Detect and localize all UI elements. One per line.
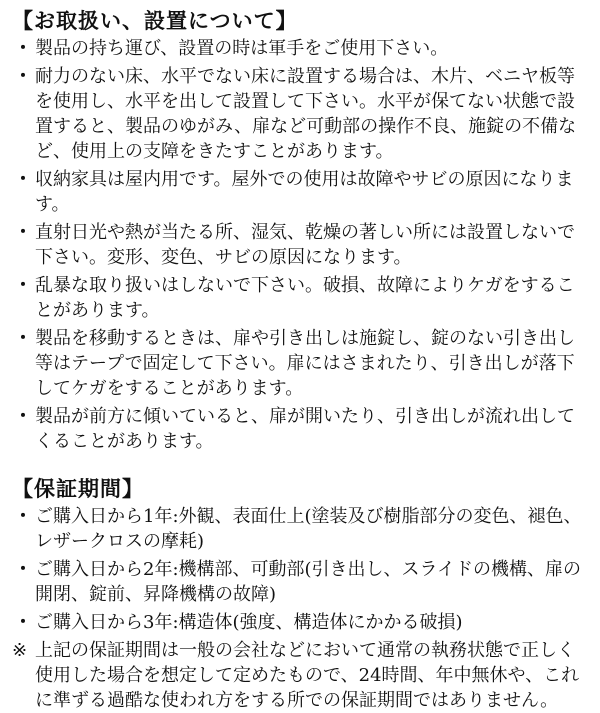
bullet: ・ (14, 38, 32, 59)
item-text: 乱暴な取り扱いはしないで下さい。破損、故障によりケガをすることがあります。 (35, 275, 575, 321)
item-text: ご購入日から1年:外観、表面仕上(塗装及び樹脂部分の変色、褪色、レザークロスの摩耗) (35, 506, 582, 552)
item-text: 製品の持ち運び、設置の時は軍手をご使用下さい。 (35, 38, 449, 59)
list-item (0, 220, 600, 270)
list-item (0, 64, 600, 164)
bullet: ・ (14, 222, 32, 243)
bullet: ・ (14, 66, 32, 87)
item-text: 収納家具は屋内用です。屋外での使用は故障やサビの原因になります。 (35, 169, 574, 215)
handling-section (0, 6, 600, 454)
list-item (0, 610, 600, 635)
bullet: ・ (14, 612, 32, 633)
item-text: ご購入日から3年:構造体(強度、構造体にかかる破損) (35, 612, 463, 633)
list-item (0, 326, 600, 401)
note-text: 上記の保証期間は一般の会社などにおいて通常の執務状態で正しく使用した場合を想定して定めたもので、24時間、年中無休や、これに準ずる過酷な使われ方をする所での保証期間ではありません。 (35, 640, 580, 711)
bullet: ・ (14, 506, 32, 527)
bullet: ・ (14, 406, 32, 427)
bullet: ・ (14, 328, 32, 349)
list-item (0, 504, 600, 554)
handling-list (0, 36, 600, 454)
bullet: ・ (14, 169, 32, 190)
item-text: 耐力のない床、水平でない床に設置する場合は、木片、ベニヤ板等を使用し、水平を出して設置して下さい。水平が保てない状態で設置すると、製品のゆがみ、扉など可動部の操作不良、施錠の不備など、使用上の支障をきたすことがあります。 (35, 66, 577, 162)
item-text: ご購入日から2年:機構部、可動部(引き出し、スライドの機構、扉の開閉、錠前、昇降機構の故障) (35, 559, 581, 605)
note-mark: ※ (12, 640, 28, 661)
handling-heading: 【お取扱い、設置について】 (12, 8, 298, 33)
warranty-list (0, 504, 600, 635)
item-text: 製品を移動するときは、扉や引き出しは施錠し、錠のない引き出し等はテープで固定して下さい。扉にはさまれたり、引き出しが落下してケガをすることがあります。 (35, 328, 575, 399)
bullet: ・ (14, 275, 32, 296)
item-text: 製品が前方に傾いていると、扉が開いたり、引き出しが流れ出してくることがあります。 (35, 406, 575, 452)
list-item (0, 404, 600, 454)
warranty-note (0, 638, 600, 713)
bullet: ・ (14, 559, 32, 580)
item-text: 直射日光や熱が当たる所、湿気、乾燥の著しい所には設置しないで下さい。変形、変色、サビの原因になります。 (35, 222, 575, 268)
warranty-section (0, 474, 600, 713)
list-item (0, 167, 600, 217)
list-item (0, 273, 600, 323)
warranty-heading: 【保証期間】 (12, 476, 144, 501)
list-item (0, 557, 600, 607)
list-item (0, 36, 600, 61)
